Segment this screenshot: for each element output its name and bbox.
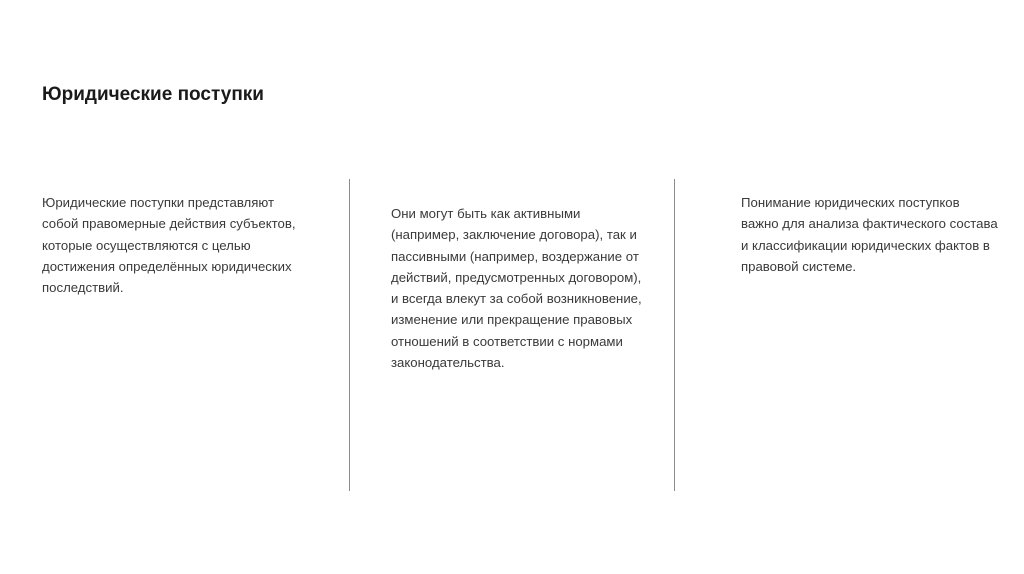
text-line: Понимание юридических поступков — [741, 195, 960, 210]
text-line: собой правомерные действия субъектов, — [42, 216, 296, 232]
text-line: изменение или прекращение правовых — [391, 312, 633, 328]
text-line: действий, предусмотренных договором), — [391, 269, 642, 285]
column-left-text — [42, 192, 332, 298]
text-line: правовой системе. — [741, 258, 857, 274]
column-right-text — [741, 192, 1024, 277]
text-line: и классификации юридических фактов в — [741, 237, 990, 253]
text-line: и всегда влекут за собой возникновение, — [391, 291, 642, 307]
text-line: отношений в соответствии с нормами — [391, 333, 623, 349]
text-line: Юридические поступки представляют — [42, 195, 275, 210]
text-line: важно для анализа фактического состава — [741, 216, 998, 232]
text-line: законодательства. — [391, 355, 505, 371]
slide-title: Юридические поступки — [42, 84, 264, 105]
text-line: которые осуществляются с целью — [42, 237, 251, 253]
text-line: (например, заключение договора), так и — [391, 227, 637, 243]
text-line: достижения определённых юридических — [42, 258, 292, 274]
column-divider-right — [674, 179, 675, 491]
text-line: Они могут быть как активными — [391, 206, 581, 221]
column-middle-text — [391, 203, 683, 373]
column-divider-left — [349, 179, 350, 491]
text-line: последствий. — [42, 280, 124, 296]
text-line: пассивными (например, воздержание от — [391, 248, 639, 264]
